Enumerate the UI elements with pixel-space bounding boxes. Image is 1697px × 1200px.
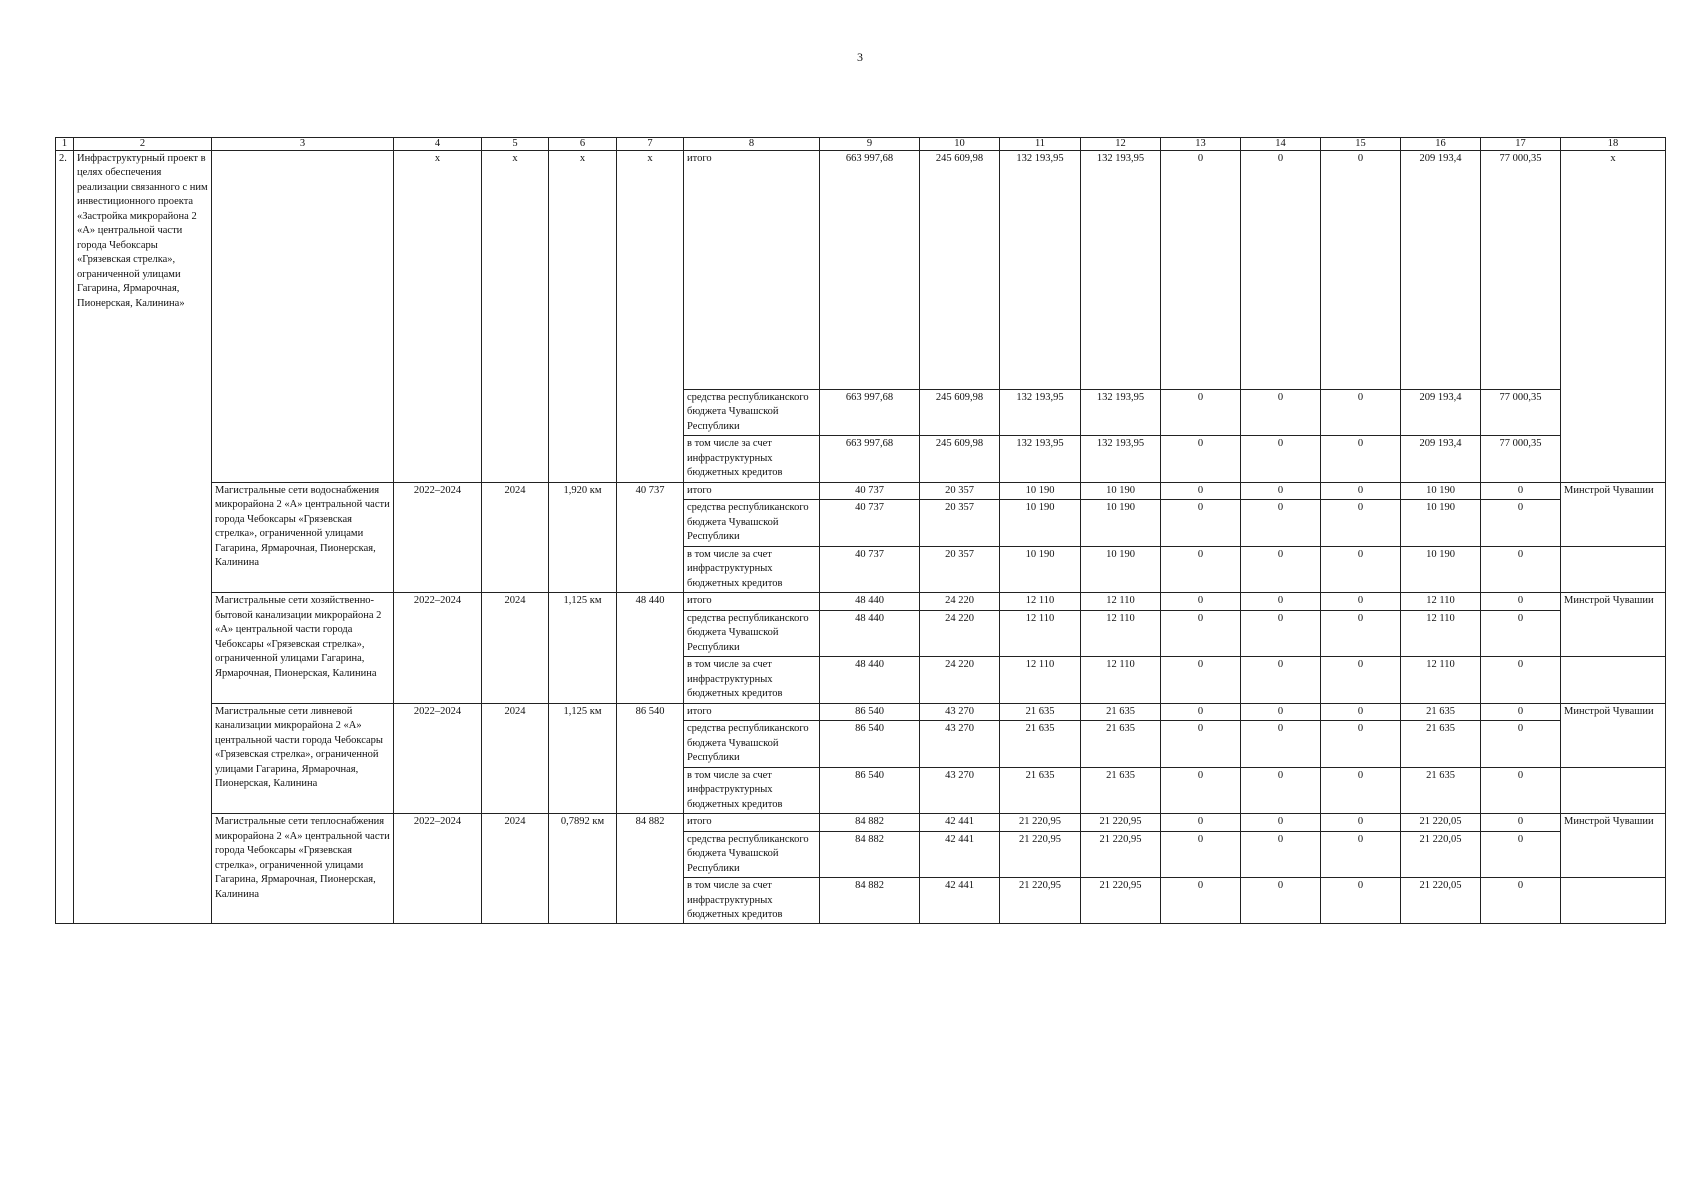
amount-cell: 0 xyxy=(1241,657,1321,703)
capacity-cell: 1,125 км xyxy=(549,703,617,813)
amount-cell: 21 635 xyxy=(1401,767,1481,813)
amount-cell: 0 xyxy=(1481,500,1561,546)
amount-cell: 77 000,35 xyxy=(1481,436,1561,482)
column-number: 1 xyxy=(56,138,74,151)
amount-cell: 0 xyxy=(1321,151,1401,390)
funding-source: итого xyxy=(684,482,820,499)
column-number: 9 xyxy=(820,138,920,151)
amount-cell: 0 xyxy=(1321,610,1401,656)
page-number: 3 xyxy=(857,50,863,64)
amount-cell: 48 440 xyxy=(820,610,920,656)
amount-cell: 10 190 xyxy=(1000,500,1081,546)
amount-cell: 0 xyxy=(1481,546,1561,592)
amount-cell: 0 xyxy=(1161,767,1241,813)
column-number: 14 xyxy=(1241,138,1321,151)
period-cell: 2022–2024 xyxy=(394,703,482,813)
amount-cell: 40 737 xyxy=(820,500,920,546)
amount-cell: 0 xyxy=(1481,703,1561,720)
amount-cell: 43 270 xyxy=(920,703,1000,720)
amount-cell: 0 xyxy=(1241,500,1321,546)
amount-cell: 40 737 xyxy=(820,482,920,499)
amount-cell: 21 635 xyxy=(1081,767,1161,813)
amount-cell: 0 xyxy=(1481,657,1561,703)
amount-cell: 132 193,95 xyxy=(1081,151,1161,390)
amount-cell: 0 xyxy=(1321,831,1401,877)
amount-cell: 0 xyxy=(1481,482,1561,499)
column-number-row xyxy=(56,138,1666,151)
amount-cell: 10 190 xyxy=(1000,546,1081,592)
funding-source: средства республиканского бюджета Чувашской Республики xyxy=(684,831,820,877)
executor-cell: Минстрой Чувашии xyxy=(1561,703,1666,767)
cost-cell: 84 882 xyxy=(617,814,684,924)
funding-source: средства республиканского бюджета Чувашской Республики xyxy=(684,390,820,436)
table-row xyxy=(56,482,1666,499)
amount-cell: 12 110 xyxy=(1081,657,1161,703)
amount-cell: 86 540 xyxy=(820,767,920,813)
amount-cell: 42 441 xyxy=(920,831,1000,877)
amount-cell: 0 xyxy=(1321,814,1401,831)
amount-cell: 40 737 xyxy=(820,546,920,592)
amount-cell: 21 220,05 xyxy=(1401,831,1481,877)
amount-cell: 24 220 xyxy=(920,593,1000,610)
cost-cell: 86 540 xyxy=(617,703,684,813)
amount-cell: 0 xyxy=(1481,767,1561,813)
amount-cell: 209 193,4 xyxy=(1401,436,1481,482)
amount-cell: 43 270 xyxy=(920,767,1000,813)
capacity-cell: 1,125 км xyxy=(549,593,617,703)
amount-cell: 0 xyxy=(1241,436,1321,482)
table-row xyxy=(56,593,1666,610)
executor-cell: Минстрой Чувашии xyxy=(1561,593,1666,657)
amount-cell: 48 440 xyxy=(820,657,920,703)
amount-cell: 0 xyxy=(1241,593,1321,610)
amount-cell: 43 270 xyxy=(920,721,1000,767)
amount-cell: 245 609,98 xyxy=(920,390,1000,436)
amount-cell: 21 635 xyxy=(1401,703,1481,720)
column-number: 12 xyxy=(1081,138,1161,151)
amount-cell: 0 xyxy=(1161,151,1241,390)
amount-cell: 21 635 xyxy=(1401,721,1481,767)
table-row xyxy=(56,151,1666,390)
amount-cell: 12 110 xyxy=(1081,593,1161,610)
amount-cell: 21 220,95 xyxy=(1081,814,1161,831)
amount-cell: 0 xyxy=(1161,390,1241,436)
column-number: 15 xyxy=(1321,138,1401,151)
amount-cell: 10 190 xyxy=(1401,482,1481,499)
column-number: 3 xyxy=(212,138,394,151)
amount-cell: 0 xyxy=(1241,767,1321,813)
column-number: 11 xyxy=(1000,138,1081,151)
amount-cell: 0 xyxy=(1321,703,1401,720)
financing-table xyxy=(55,137,1666,924)
capacity-cell: 0,7892 км xyxy=(549,814,617,924)
period-cell: 2022–2024 xyxy=(394,482,482,592)
amount-cell: 0 xyxy=(1321,657,1401,703)
amount-cell: 86 540 xyxy=(820,721,920,767)
empty-cell xyxy=(1561,546,1666,592)
year-cell: 2024 xyxy=(482,593,549,703)
funding-source: средства республиканского бюджета Чувашской Республики xyxy=(684,500,820,546)
amount-cell: 10 190 xyxy=(1081,500,1161,546)
cost-cell: x xyxy=(617,151,684,483)
object-name: Магистральные сети теплоснабжения микрорайона 2 «А» центральной части города Чебоксары «Грязевская стрелка», ограниченной улицами Гагарина, Ярмарочная, Пионерская, Калинина xyxy=(212,814,394,924)
amount-cell: 132 193,95 xyxy=(1000,390,1081,436)
amount-cell: 0 xyxy=(1161,546,1241,592)
amount-cell: 0 xyxy=(1161,436,1241,482)
column-number: 8 xyxy=(684,138,820,151)
amount-cell: 12 110 xyxy=(1401,593,1481,610)
amount-cell: 0 xyxy=(1161,831,1241,877)
amount-cell: 0 xyxy=(1241,721,1321,767)
table-row xyxy=(56,703,1666,720)
amount-cell: 245 609,98 xyxy=(920,151,1000,390)
amount-cell: 21 220,95 xyxy=(1000,878,1081,924)
amount-cell: 663 997,68 xyxy=(820,390,920,436)
amount-cell: 21 220,95 xyxy=(1081,878,1161,924)
cost-cell: 48 440 xyxy=(617,593,684,703)
amount-cell: 10 190 xyxy=(1081,546,1161,592)
amount-cell: 48 440 xyxy=(820,593,920,610)
amount-cell: 245 609,98 xyxy=(920,436,1000,482)
year-cell: 2024 xyxy=(482,703,549,813)
funding-source: в том числе за счет инфраструктурных бюджетных кредитов xyxy=(684,657,820,703)
column-number: 17 xyxy=(1481,138,1561,151)
amount-cell: 0 xyxy=(1321,482,1401,499)
column-number: 10 xyxy=(920,138,1000,151)
amount-cell: 0 xyxy=(1241,610,1321,656)
amount-cell: 0 xyxy=(1481,831,1561,877)
column-number: 16 xyxy=(1401,138,1481,151)
amount-cell: 21 635 xyxy=(1081,721,1161,767)
amount-cell: 21 220,05 xyxy=(1401,814,1481,831)
funding-source: средства республиканского бюджета Чувашской Республики xyxy=(684,721,820,767)
column-number: 5 xyxy=(482,138,549,151)
year-cell: 2024 xyxy=(482,482,549,592)
funding-source: итого xyxy=(684,703,820,720)
amount-cell: 0 xyxy=(1161,814,1241,831)
amount-cell: 12 110 xyxy=(1401,610,1481,656)
amount-cell: 24 220 xyxy=(920,610,1000,656)
amount-cell: 20 357 xyxy=(920,500,1000,546)
period-cell: 2022–2024 xyxy=(394,814,482,924)
amount-cell: 20 357 xyxy=(920,546,1000,592)
amount-cell: 0 xyxy=(1241,390,1321,436)
funding-source: в том числе за счет инфраструктурных бюджетных кредитов xyxy=(684,436,820,482)
funding-source: средства республиканского бюджета Чувашской Республики xyxy=(684,610,820,656)
object-name: Магистральные сети водоснабжения микрорайона 2 «А» центральной части города Чебоксары «Грязевская стрелка», ограниченной улицами Гагарина, Ярмарочная, Пионерская, Калинина xyxy=(212,482,394,592)
amount-cell: 10 190 xyxy=(1401,500,1481,546)
capacity-cell: 1,920 км xyxy=(549,482,617,592)
funding-source: в том числе за счет инфраструктурных бюджетных кредитов xyxy=(684,546,820,592)
amount-cell: 0 xyxy=(1161,593,1241,610)
amount-cell: 21 220,95 xyxy=(1081,831,1161,877)
amount-cell: 132 193,95 xyxy=(1081,436,1161,482)
empty-cell xyxy=(1561,767,1666,813)
amount-cell: 21 635 xyxy=(1000,703,1081,720)
amount-cell: 132 193,95 xyxy=(1000,436,1081,482)
year-cell: x xyxy=(482,151,549,483)
amount-cell: 12 110 xyxy=(1401,657,1481,703)
amount-cell: 0 xyxy=(1321,593,1401,610)
amount-cell: 12 110 xyxy=(1000,657,1081,703)
row-number: 2. xyxy=(56,151,74,924)
funding-source: в том числе за счет инфраструктурных бюджетных кредитов xyxy=(684,767,820,813)
column-number: 7 xyxy=(617,138,684,151)
column-number: 18 xyxy=(1561,138,1666,151)
amount-cell: 0 xyxy=(1321,436,1401,482)
empty-cell xyxy=(1561,878,1666,924)
amount-cell: 132 193,95 xyxy=(1000,151,1081,390)
amount-cell: 0 xyxy=(1161,703,1241,720)
column-number: 13 xyxy=(1161,138,1241,151)
amount-cell: 0 xyxy=(1161,500,1241,546)
amount-cell: 0 xyxy=(1161,482,1241,499)
executor-cell: x xyxy=(1561,151,1666,483)
amount-cell: 12 110 xyxy=(1000,593,1081,610)
object-name: Магистральные сети ливневой канализации микрорайона 2 «А» центральной части города Чебоксары «Грязевская стрелка», ограниченной улицами Гагарина, Ярмарочная, Пионерская, Калинина xyxy=(212,703,394,813)
period-cell: 2022–2024 xyxy=(394,593,482,703)
project-name: Инфраструктурный проект в целях обеспечения реализации связанного с ним инвестиционного проекта «Застройка микрорайона 2 «А» центральной части города Чебоксары «Грязевская стрелка», ограниченной улицами Гагарина, Ярмарочная, Пионерская, Калинина» xyxy=(74,151,212,924)
amount-cell: 21 635 xyxy=(1081,703,1161,720)
funding-source: итого xyxy=(684,593,820,610)
amount-cell: 12 110 xyxy=(1000,610,1081,656)
amount-cell: 0 xyxy=(1321,878,1401,924)
amount-cell: 0 xyxy=(1321,546,1401,592)
amount-cell: 86 540 xyxy=(820,703,920,720)
amount-cell: 0 xyxy=(1481,721,1561,767)
amount-cell: 0 xyxy=(1241,814,1321,831)
table-row xyxy=(56,814,1666,831)
executor-cell: Минстрой Чувашии xyxy=(1561,482,1666,546)
amount-cell: 24 220 xyxy=(920,657,1000,703)
amount-cell: 0 xyxy=(1241,546,1321,592)
empty-cell xyxy=(212,151,394,483)
amount-cell: 77 000,35 xyxy=(1481,151,1561,390)
amount-cell: 0 xyxy=(1241,482,1321,499)
amount-cell: 0 xyxy=(1161,721,1241,767)
amount-cell: 209 193,4 xyxy=(1401,151,1481,390)
amount-cell: 10 190 xyxy=(1401,546,1481,592)
amount-cell: 21 220,95 xyxy=(1000,831,1081,877)
period-cell: x xyxy=(394,151,482,483)
amount-cell: 21 220,05 xyxy=(1401,878,1481,924)
funding-source: в том числе за счет инфраструктурных бюджетных кредитов xyxy=(684,878,820,924)
amount-cell: 21 635 xyxy=(1000,767,1081,813)
amount-cell: 132 193,95 xyxy=(1081,390,1161,436)
amount-cell: 12 110 xyxy=(1081,610,1161,656)
amount-cell: 0 xyxy=(1321,390,1401,436)
amount-cell: 0 xyxy=(1481,610,1561,656)
executor-cell: Минстрой Чувашии xyxy=(1561,814,1666,878)
amount-cell: 0 xyxy=(1321,500,1401,546)
amount-cell: 10 190 xyxy=(1000,482,1081,499)
amount-cell: 84 882 xyxy=(820,831,920,877)
amount-cell: 663 997,68 xyxy=(820,151,920,390)
amount-cell: 0 xyxy=(1161,878,1241,924)
funding-source: итого xyxy=(684,814,820,831)
amount-cell: 20 357 xyxy=(920,482,1000,499)
cost-cell: 40 737 xyxy=(617,482,684,592)
amount-cell: 209 193,4 xyxy=(1401,390,1481,436)
amount-cell: 0 xyxy=(1241,151,1321,390)
amount-cell: 0 xyxy=(1481,593,1561,610)
column-number: 4 xyxy=(394,138,482,151)
amount-cell: 10 190 xyxy=(1081,482,1161,499)
amount-cell: 0 xyxy=(1241,831,1321,877)
amount-cell: 84 882 xyxy=(820,878,920,924)
capacity-cell: x xyxy=(549,151,617,483)
amount-cell: 0 xyxy=(1241,703,1321,720)
amount-cell: 0 xyxy=(1481,878,1561,924)
object-name: Магистральные сети хозяйственно-бытовой канализации микрорайона 2 «А» центральной части города Чебоксары «Грязевская стрелка», ограниченной улицами Гагарина, Ярмарочная, Пионерская, Калинина xyxy=(212,593,394,703)
amount-cell: 0 xyxy=(1241,878,1321,924)
amount-cell: 0 xyxy=(1161,657,1241,703)
amount-cell: 0 xyxy=(1481,814,1561,831)
amount-cell: 21 635 xyxy=(1000,721,1081,767)
amount-cell: 84 882 xyxy=(820,814,920,831)
column-number: 6 xyxy=(549,138,617,151)
amount-cell: 42 441 xyxy=(920,878,1000,924)
column-number: 2 xyxy=(74,138,212,151)
amount-cell: 42 441 xyxy=(920,814,1000,831)
empty-cell xyxy=(1561,657,1666,703)
amount-cell: 77 000,35 xyxy=(1481,390,1561,436)
amount-cell: 21 220,95 xyxy=(1000,814,1081,831)
amount-cell: 663 997,68 xyxy=(820,436,920,482)
funding-source: итого xyxy=(684,151,820,390)
amount-cell: 0 xyxy=(1321,767,1401,813)
year-cell: 2024 xyxy=(482,814,549,924)
amount-cell: 0 xyxy=(1321,721,1401,767)
amount-cell: 0 xyxy=(1161,610,1241,656)
